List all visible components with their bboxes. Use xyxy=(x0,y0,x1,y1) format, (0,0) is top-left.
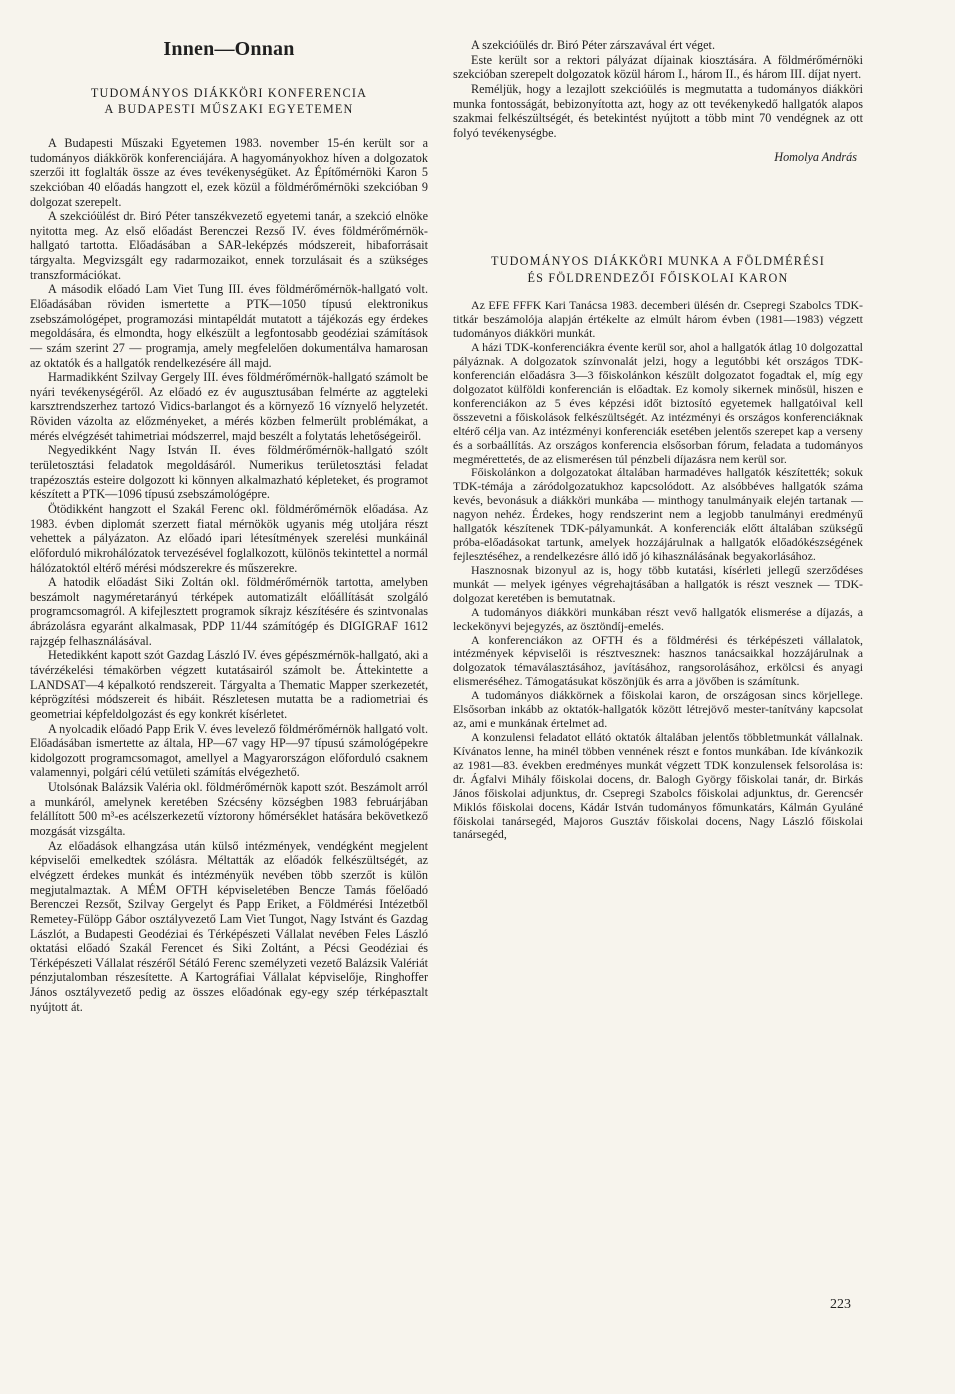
article1-heading-line2: A BUDAPESTI MŰSZAKI EGYETEMEN xyxy=(104,102,354,117)
article1-paragraph: Harmadikként Szilvay Gergely III. éves földmérőmérnök-hallgató számolt be nyári tevékenységéről. Az előadó ez év augusztusában felmérte az aggteleki karsztrendszerhez tartozó Vidics-barlangot és a környező 16 víznyelő helyzetét. Röviden vázolta az előzményeket, a mérés közben felmerült problémákat, a mérés elvégzését tahimetriai módszerrel, majd beszélt a folytatás lehetőségeiről. xyxy=(30,370,428,443)
article2-paragraph: Főiskolánkon a dolgozatokat általában harmadéves hallgatók készítették; sokuk TDK-témája a záródolgozatukhoz kapcsolódott. Az alsóbbéves hallgatók száma kevés, bevonásuk a diákköri munkába — minthogy tanulmányaik elején tartanak — nagyon nehéz. Érdekes, hogy rendszerint nem a legjobb tanulmányi eredményű hallgatók készítenek TDK-pályamunkát. A konferenciák előtt általában szükségű próba-előadásokat tartunk, amelyek hozzájárulnak a hallgatók előadókészségének fejlesztéséhez, a rendelkezésre álló idő jó kihasználásának begyakorlásához. xyxy=(453,465,863,564)
article2-paragraph: Hasznosnak bizonyul az is, hogy több kutatási, kísérleti jellegű szerződéses munkát — melyek igényes végrehajtásában a hallgatók is részt vesznek — TDK-dolgozat keretében is bemutatnak. xyxy=(453,562,863,605)
article1-paragraph: Negyedikként Nagy István II. éves földmérőmérnök-hallgató szólt területosztási feladatok megoldásáról. Numerikus területosztási feladat trapézosztás esteire dolgozott ki könnyen alkalmazható képleteket, és programot készített a PTK—1096 típusú zsebszámológépre. xyxy=(30,443,428,502)
article1-paragraph: Ötödikként hangzott el Szakál Ferenc okl. földmérőmérnök előadása. Az 1983. évben diplomát szerzett fiatal mérnökök ugyanis még utoljára részt vehettek a pályázaton. Az előadó ipari létesítmények szerelési munkáinál előforduló mikrohálózatok tervezésével foglalkozott, különös tekintettel a normál hálózatoktól eltérő mérési módszerekre és műszerekre. xyxy=(30,501,428,575)
article2-heading-line2: ÉS FÖLDRENDEZŐI FŐISKOLAI KARON xyxy=(527,270,789,285)
article1-paragraph: A hatodik előadást Siki Zoltán okl. földmérőmérnök tartotta, amelyben beszámolt nagyméretarányú térképek automatizált előállítását szolgáló programcsomagról. A kifejlesztett programok síkrajz készítésére és szintvonalas ábrázolásra egyaránt alkalmasak, PDP 11/44 számítógép és DIGIGRAF 1612 rajzgép felhasználásával. xyxy=(30,575,428,648)
article1-paragraph: A második előadó Lam Viet Tung III. éves földmérőmérnök-hallgató volt. Előadásában röviden ismertette a PTK—1050 típusú elektronikus zsebszámológépet, programozási mintapéldát mutatott a tájékozás egy érdekes megoldására, és elmondta, hogy elkészült a legfontosabb geodéziai számítások — szám szerint 27 — programja, amely megfelelően dokumentálva hamarosan az oktatók és a hallgatók rendelkezésére áll majd. xyxy=(30,282,428,370)
article1-paragraph-continued: Az előadások elhangzása után külső intézmények, vendégként megjelent képviselői emelkedtek szólásra. Méltatták az előadók felkészültségét, az elvégzett érdekes munkát és intézményük nevében több szerzőt is külön megjutalmaztak. A MÉM OFTH képviseletében Bencze Tamás főelőadó Berenczei Rezsőt, Szilvay Gergelyt és Papp Eriket, a Földmérési Intézetből Remetey-Fülöpp Gábor osztályvezető Lam Viet Tungot, Nagy Istvánt és Gazdag Lászlót, a Budapesti Geodéziai és Térképészeti Vállalat nevében Feles László oktatási előadó Szakál Ferencet és Siki Zoltánt, a Pécsi Geodéziai és Térképészeti Vállalat részéről Sétáló Ferenc személyzeti vezető Balázsik Valériát pénzjutalomban részesítette. A Kartográfiai Vállalat képviselője, Ringhoffer János osztályvezető pedig az összes előadónak egy-egy szép térképasztalt nyújtott át. xyxy=(30,838,428,1014)
article2-heading xyxy=(453,253,863,286)
left-column xyxy=(30,38,428,1014)
article1-paragraph: A szekcióülést dr. Biró Péter tanszékvezető egyetemi tanár, a szekció elnöke nyitotta meg. Az első előadást Berenczei Rezső IV. éves földmérőmérnök-hallgató tartotta. Előadásában a SAR-leképzés módszereit, hibaforrásait tárgyalta. Megvizsgált egy radarmozaikot, ennek torzulásait és a szükséges transzformációkat. xyxy=(30,209,428,282)
article1-paragraph: A Budapesti Műszaki Egyetemen 1983. november 15-én került sor a tudományos diákkörök konferenciájára. A hagyományokhoz híven a dolgozatok szerzői itt foglalták össze az éves tevékenységüket. Az Építőmérnöki Karon 5 szekcióban 40 előadás hangzott el, ezek közül a földmérőmérnöki szekcióban 9 dolgozat szerepelt. xyxy=(30,135,428,209)
article1-paragraph: Este került sor a rektori pályázat díjainak kiosztására. A földmérőmérnöki szekcióban szerepelt dolgozatok közül három I., három II., és három III. díjat nyert. xyxy=(453,52,863,82)
article1-paragraph: A nyolcadik előadó Papp Erik V. éves levelező földmérőmérnök hallgató volt. Előadásában ismertette az általa, HP—67 vagy HP—97 típusú számológépekre kidolgozott programcsomagot, amellyel a Magyarországon előforduló csaknem valamennyi, polgári célú vetületi számítás elvégezhető. xyxy=(30,721,428,780)
article2-paragraph: A házi TDK-konferenciákra évente kerül sor, ahol a hallgatók átlag 10 dolgozattal pályáznak. A dolgozatok színvonalát jelzi, hogy a legutóbbi két országos TDK-konferencián előadásra 3—3 főiskolánkon készült dolgozatot fogadtak el, míg egy dolgozatot külföldi konferencián is előadtak. Ez komoly sikernek minősül, hiszen e konferenciákon az 5 éves képzési időt biztosító egyetemek hallgatóival kell összevetni a főiskolások felkészültségét. Az intézményi és országos konferenciáknak eltérő célja van. Az intézményi konferenciák esetében jelentős szerepet kap a verseny és a sorbaállítás. Az országos konferencia elsősorban fórum, feladata a tudományos megmérettetés, de az elismerésen túl pénzbeli díjazásra nem kerül sor. xyxy=(453,340,863,466)
article2-paragraph: A konferenciákon az OFTH és a földmérési és térképészeti vállalatok, intézmények képviselői is résztvesznek: hasznos tanácsaikkal hozzájárulnak a dolgozatok témaválasztásához, javításához, rangsorolásához, erkölcsi és anyagi elismeréséhez. Támogatásukat köszönjük és arra a jövőben is számítunk. xyxy=(453,632,863,689)
right-column xyxy=(453,38,863,842)
article2-heading-line1: TUDOMÁNYOS DIÁKKÖRI MUNKA A FÖLDMÉRÉSI xyxy=(490,254,826,269)
article1-heading-line1: TUDOMÁNYOS DIÁKKÖRI KONFERENCIA xyxy=(90,86,368,100)
article1-paragraph: Reméljük, hogy a lezajlott szekcióülés is megmutatta a tudományos diákköri munka fontosságát, bebizonyította azt, hogy az ott tevékenykedő hallgatók alapos szakmai felkészültségét, és betekintést nyújtott a több mint 70 vendégnek az ott folyó tevékenységbe. xyxy=(453,81,863,140)
article2-paragraph: A konzulensi feladatot ellátó oktatók általában jelentős többletmunkát vállalnak. Kívánatos lenne, ha minél többen vennének részt e fontos munkában. Ide kívánkozik az 1981—83. években eredményes munkát végzett TDK konzulensek felsorolása is: dr. Ágfalvi Mihály főiskolai docens, dr. Balogh György főiskolai tanár, dr. Birkás János főiskolai adjunktus, dr. Csepregi Szabolcs főiskolai adjunktus, dr. Gerencsér Miklós főiskolai docens, Kádár István tudományos főmunkatárs, Kálmán Gyuláné főiskolai tanársegéd, Majoros Gusztáv főiskolai docens, Nagy László főiskolai tanársegéd, xyxy=(453,730,863,842)
article1-heading xyxy=(30,85,428,118)
page-number: 223 xyxy=(830,1297,851,1312)
article1-paragraph: Utolsónak Balázsik Valéria okl. földmérőmérnök kapott szót. Beszámolt arról a munkáról, amelynek keretében Szécsény községben 1983 februárjában felállított 500 m³-es acélszerkezetű víztorony hőmérséklet hatására bekövetkező mozgását vizsgálta. xyxy=(30,780,428,839)
article1-paragraph: Hetedikként kapott szót Gazdag László IV. éves gépészmérnök-hallgató, aki a távérzékelési témakörben végzett kutatásairól számolt be. Áttekintette a LANDSAT—4 képalkotó rendszereit. Tárgyalta a Thematic Mapper szerkezetét, képrögzítési módszereit és hibáit. Részletesen mutatta be a radiometriai és geometriai képfeldolgozást és egy konkrét kísérletet. xyxy=(30,648,428,721)
article2-paragraph: Az EFE FFFK Kari Tanácsa 1983. decemberi ülésén dr. Csepregi Szabolcs TDK-titkár beszámolója alapján értékelte az elmúlt három évben (1981—1983) végzett tudományos diákköri munkát. xyxy=(453,298,863,341)
article2-paragraph: A tudományos diákkörnek a főiskolai karon, de országosan sincs körjellege. Elsősorban inkább az oktatók-hallgatók között létrejövő mester-tanítvány kapcsolat az, ami e munkának értelmet ad. xyxy=(453,688,863,731)
article1-paragraph: A szekcióülés dr. Biró Péter zárszavával ért véget. xyxy=(471,38,715,52)
section-title: Innen—Onnan xyxy=(163,38,295,60)
article2-paragraph: A tudományos diákköri munkában részt vevő hallgatók elismerése a díjazás, a leckekönyvi bejegyzés, az ösztöndíj-emelés. xyxy=(453,604,863,633)
article1-signature: Homolya András xyxy=(774,150,857,165)
